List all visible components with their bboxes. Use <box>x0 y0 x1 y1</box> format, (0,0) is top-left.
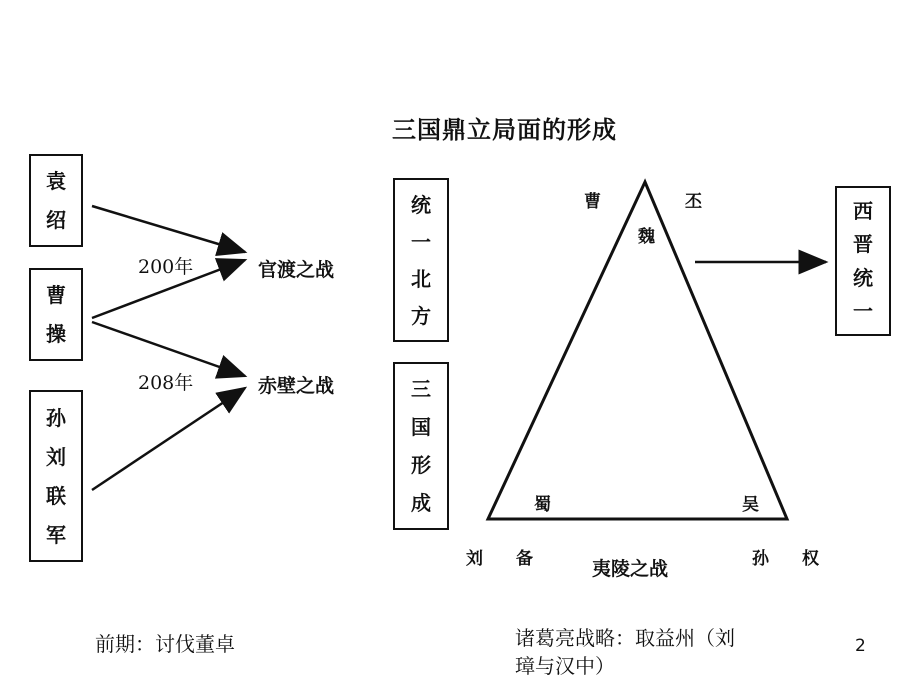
box-char: 曹 <box>46 283 66 308</box>
box-char: 绍 <box>46 207 66 232</box>
kingdom-wu: 吴 <box>742 495 759 515</box>
box-char: 联 <box>46 483 66 508</box>
box-unify-north <box>393 178 449 342</box>
box-caocao <box>29 268 83 361</box>
box-char: 晋 <box>853 232 873 257</box>
box-char: 成 <box>411 491 431 515</box>
box-char: 三 <box>411 377 431 401</box>
kingdom-wei: 魏 <box>638 227 655 247</box>
box-char: 形 <box>411 453 431 477</box>
box-sun-liu-alliance <box>29 390 83 562</box>
label-sun: 孙 <box>752 549 769 569</box>
note-zhuge-strategy-line1: 诸葛亮战略：取益州（刘 <box>515 626 735 650</box>
battle-yiling: 夷陵之战 <box>592 558 669 580</box>
box-char: 一 <box>853 299 873 324</box>
label-pi: 丕 <box>685 192 702 212</box>
year-208: 208年 <box>138 372 194 394</box>
box-char: 袁 <box>46 169 66 194</box>
box-yuanshao <box>29 154 83 247</box>
label-bei: 备 <box>516 549 533 569</box>
battle-chibi: 赤壁之战 <box>258 375 335 397</box>
box-char: 国 <box>411 415 431 439</box>
box-char: 统 <box>853 265 873 290</box>
box-char: 操 <box>46 321 66 346</box>
box-char: 孙 <box>46 405 66 430</box>
note-early-period: 前期：讨伐董卓 <box>95 632 235 656</box>
arrow-yuanshao-to-guandu <box>92 206 245 252</box>
label-liu: 刘 <box>466 549 483 569</box>
arrow-sunliu-to-chibi <box>92 388 245 490</box>
box-western-jin <box>835 186 891 336</box>
box-char: 一 <box>411 229 431 254</box>
box-three-kingdoms-formed <box>393 362 449 530</box>
box-char: 西 <box>853 198 873 223</box>
box-char: 军 <box>46 522 66 547</box>
box-char: 统 <box>411 192 431 217</box>
diagram-title: 三国鼎立局面的形成 <box>392 116 617 144</box>
box-char: 北 <box>411 266 431 291</box>
battle-guandu: 官渡之战 <box>258 259 335 281</box>
note-zhuge-strategy-line2: 璋与汉中） <box>515 654 615 678</box>
kingdom-shu: 蜀 <box>534 495 551 515</box>
label-quan: 权 <box>802 549 819 569</box>
year-200: 200年 <box>138 256 194 278</box>
page-number: 2 <box>855 636 866 656</box>
box-char: 刘 <box>46 444 66 469</box>
label-cao: 曹 <box>584 192 601 212</box>
box-char: 方 <box>411 303 431 328</box>
